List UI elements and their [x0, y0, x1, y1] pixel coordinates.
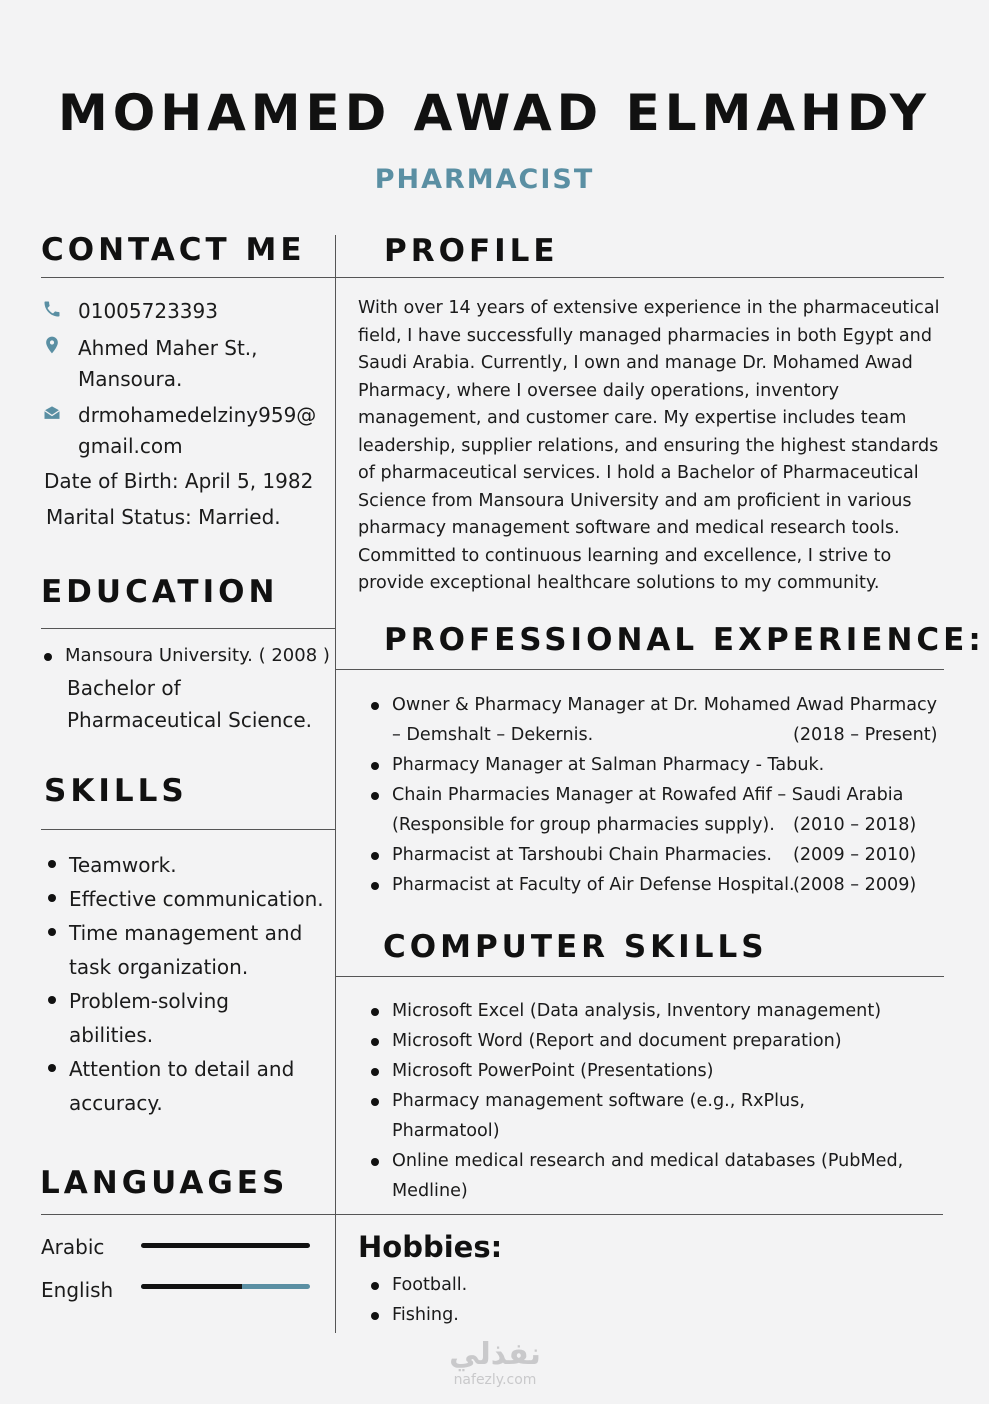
experience-item: Pharmacy Manager at Salman Pharmacy - Tabuk.: [370, 750, 945, 780]
profile-divider: [336, 277, 944, 278]
experience-dates: (2018 – Present): [793, 725, 938, 745]
hobbies-heading: Hobbies:: [358, 1230, 503, 1264]
computer-skill-item: Microsoft Word (Report and document preparation): [370, 1026, 945, 1056]
computer-skill-item: Microsoft Excel (Data analysis, Inventory management): [370, 996, 945, 1026]
computer-skills-heading: COMPUTER SKILLS: [383, 929, 768, 965]
skill-item: Attention to detail and accuracy.: [47, 1052, 324, 1120]
experience-divider: [336, 669, 944, 670]
language-arabic-level: [141, 1243, 310, 1248]
languages-heading: LANGUAGES: [40, 1165, 289, 1201]
skills-list: [47, 848, 324, 1120]
degree-line-2: Pharmaceutical Science.: [67, 708, 313, 732]
column-divider: [335, 235, 336, 1333]
experience-item: Pharmacist at Tarshoubi Chain Pharmacies. (2009 – 2010): [370, 840, 945, 870]
email-line-1: drmohamedelziny959@: [78, 403, 317, 427]
email-icon: [42, 402, 62, 424]
hobby-item: Football.: [370, 1270, 467, 1300]
degree-line-1: Bachelor of: [67, 676, 181, 700]
hobby-item: Fishing.: [370, 1300, 467, 1330]
computer-skills-list: [370, 996, 945, 1206]
skills-divider: [41, 829, 335, 830]
experience-heading: PROFESSIONAL EXPERIENCE:: [384, 622, 985, 658]
watermark: [430, 1338, 560, 1388]
skill-item: Effective communication.: [47, 882, 324, 916]
computer-skill-item: Microsoft PowerPoint (Presentations): [370, 1056, 945, 1086]
languages-divider: [41, 1214, 335, 1215]
language-arabic-bar: [141, 1243, 310, 1248]
job-title: PHARMACIST: [374, 164, 595, 195]
experience-item: Pharmacist at Faculty of Air Defense Hospital. (2008 – 2009): [370, 870, 945, 900]
phone-number: 01005723393: [78, 299, 218, 323]
language-english: English: [41, 1278, 114, 1302]
phone-icon: [42, 298, 62, 320]
address-line-1: Ahmed Maher St.,: [78, 336, 258, 360]
skill-item: Time management and task organization.: [47, 916, 324, 984]
education-heading: EDUCATION: [41, 574, 279, 610]
watermark-url: nafezly.com: [453, 1372, 537, 1388]
hobbies-divider: [336, 1214, 943, 1215]
profile-heading: PROFILE: [384, 233, 559, 269]
experience-dates: (2008 – 2009): [793, 875, 917, 895]
hobbies-list: [370, 1270, 467, 1330]
education-list: [43, 641, 330, 671]
skill-item: Teamwork.: [47, 848, 324, 882]
watermark-arabic: نفذلي: [449, 1337, 541, 1372]
date-of-birth: Date of Birth: April 5, 1982: [44, 469, 314, 493]
language-english-bar: [141, 1284, 310, 1289]
candidate-name: MOHAMED AWAD ELMAHDY: [58, 84, 931, 142]
experience-item: Chain Pharmacies Manager at Rowafed Afif – Saudi Arabia (Responsible for group pharmacies supply). (2010 – 2018): [370, 780, 945, 840]
profile-text: With over 14 years of extensive experience in the pharmaceutical field, I have successfully managed pharmacies in both Egypt and Saudi Arabia. Currently, I own and manage Dr. Mohamed Awad Pharmacy, where I oversee daily operations, inventory management, and customer care. My expertise includes team leadership, supplier relations, and ensuring the highest standards of pharmaceutical services. I hold a Bachelor of Pharmaceutical Science from Mansoura University and am proficient in various pharmacy management software and medical research tools. Committed to continuous learning and excellence, I strive to provide exceptional healthcare solutions to my community.: [358, 298, 940, 593]
contact-divider: [41, 277, 335, 278]
computer-skills-divider: [336, 976, 944, 977]
experience-dates: (2009 – 2010): [793, 845, 917, 865]
experience-list: [370, 690, 945, 900]
education-university: Mansoura University. ( 2008 ): [43, 641, 330, 671]
language-english-level: [141, 1284, 242, 1289]
email-line-2: gmail.com: [78, 434, 183, 458]
language-arabic: Arabic: [41, 1235, 105, 1259]
computer-skill-item: Pharmacy management software (e.g., RxPlus, Pharmatool): [370, 1086, 945, 1146]
education-divider: [41, 628, 335, 629]
address-line-2: Mansoura.: [78, 367, 183, 391]
computer-skill-item: Online medical research and medical databases (PubMed, Medline): [370, 1146, 945, 1206]
marital-status: Marital Status: Married.: [46, 505, 281, 529]
skills-heading: SKILLS: [44, 773, 188, 809]
location-pin-icon: [42, 334, 62, 356]
skill-item: Problem-solving abilities.: [47, 984, 324, 1052]
experience-item: Owner & Pharmacy Manager at Dr. Mohamed Awad Pharmacy – Demshalt – Dekernis. (2018 – Present): [370, 690, 945, 750]
experience-dates: (2010 – 2018): [793, 815, 917, 835]
contact-heading: CONTACT ME: [41, 232, 306, 268]
